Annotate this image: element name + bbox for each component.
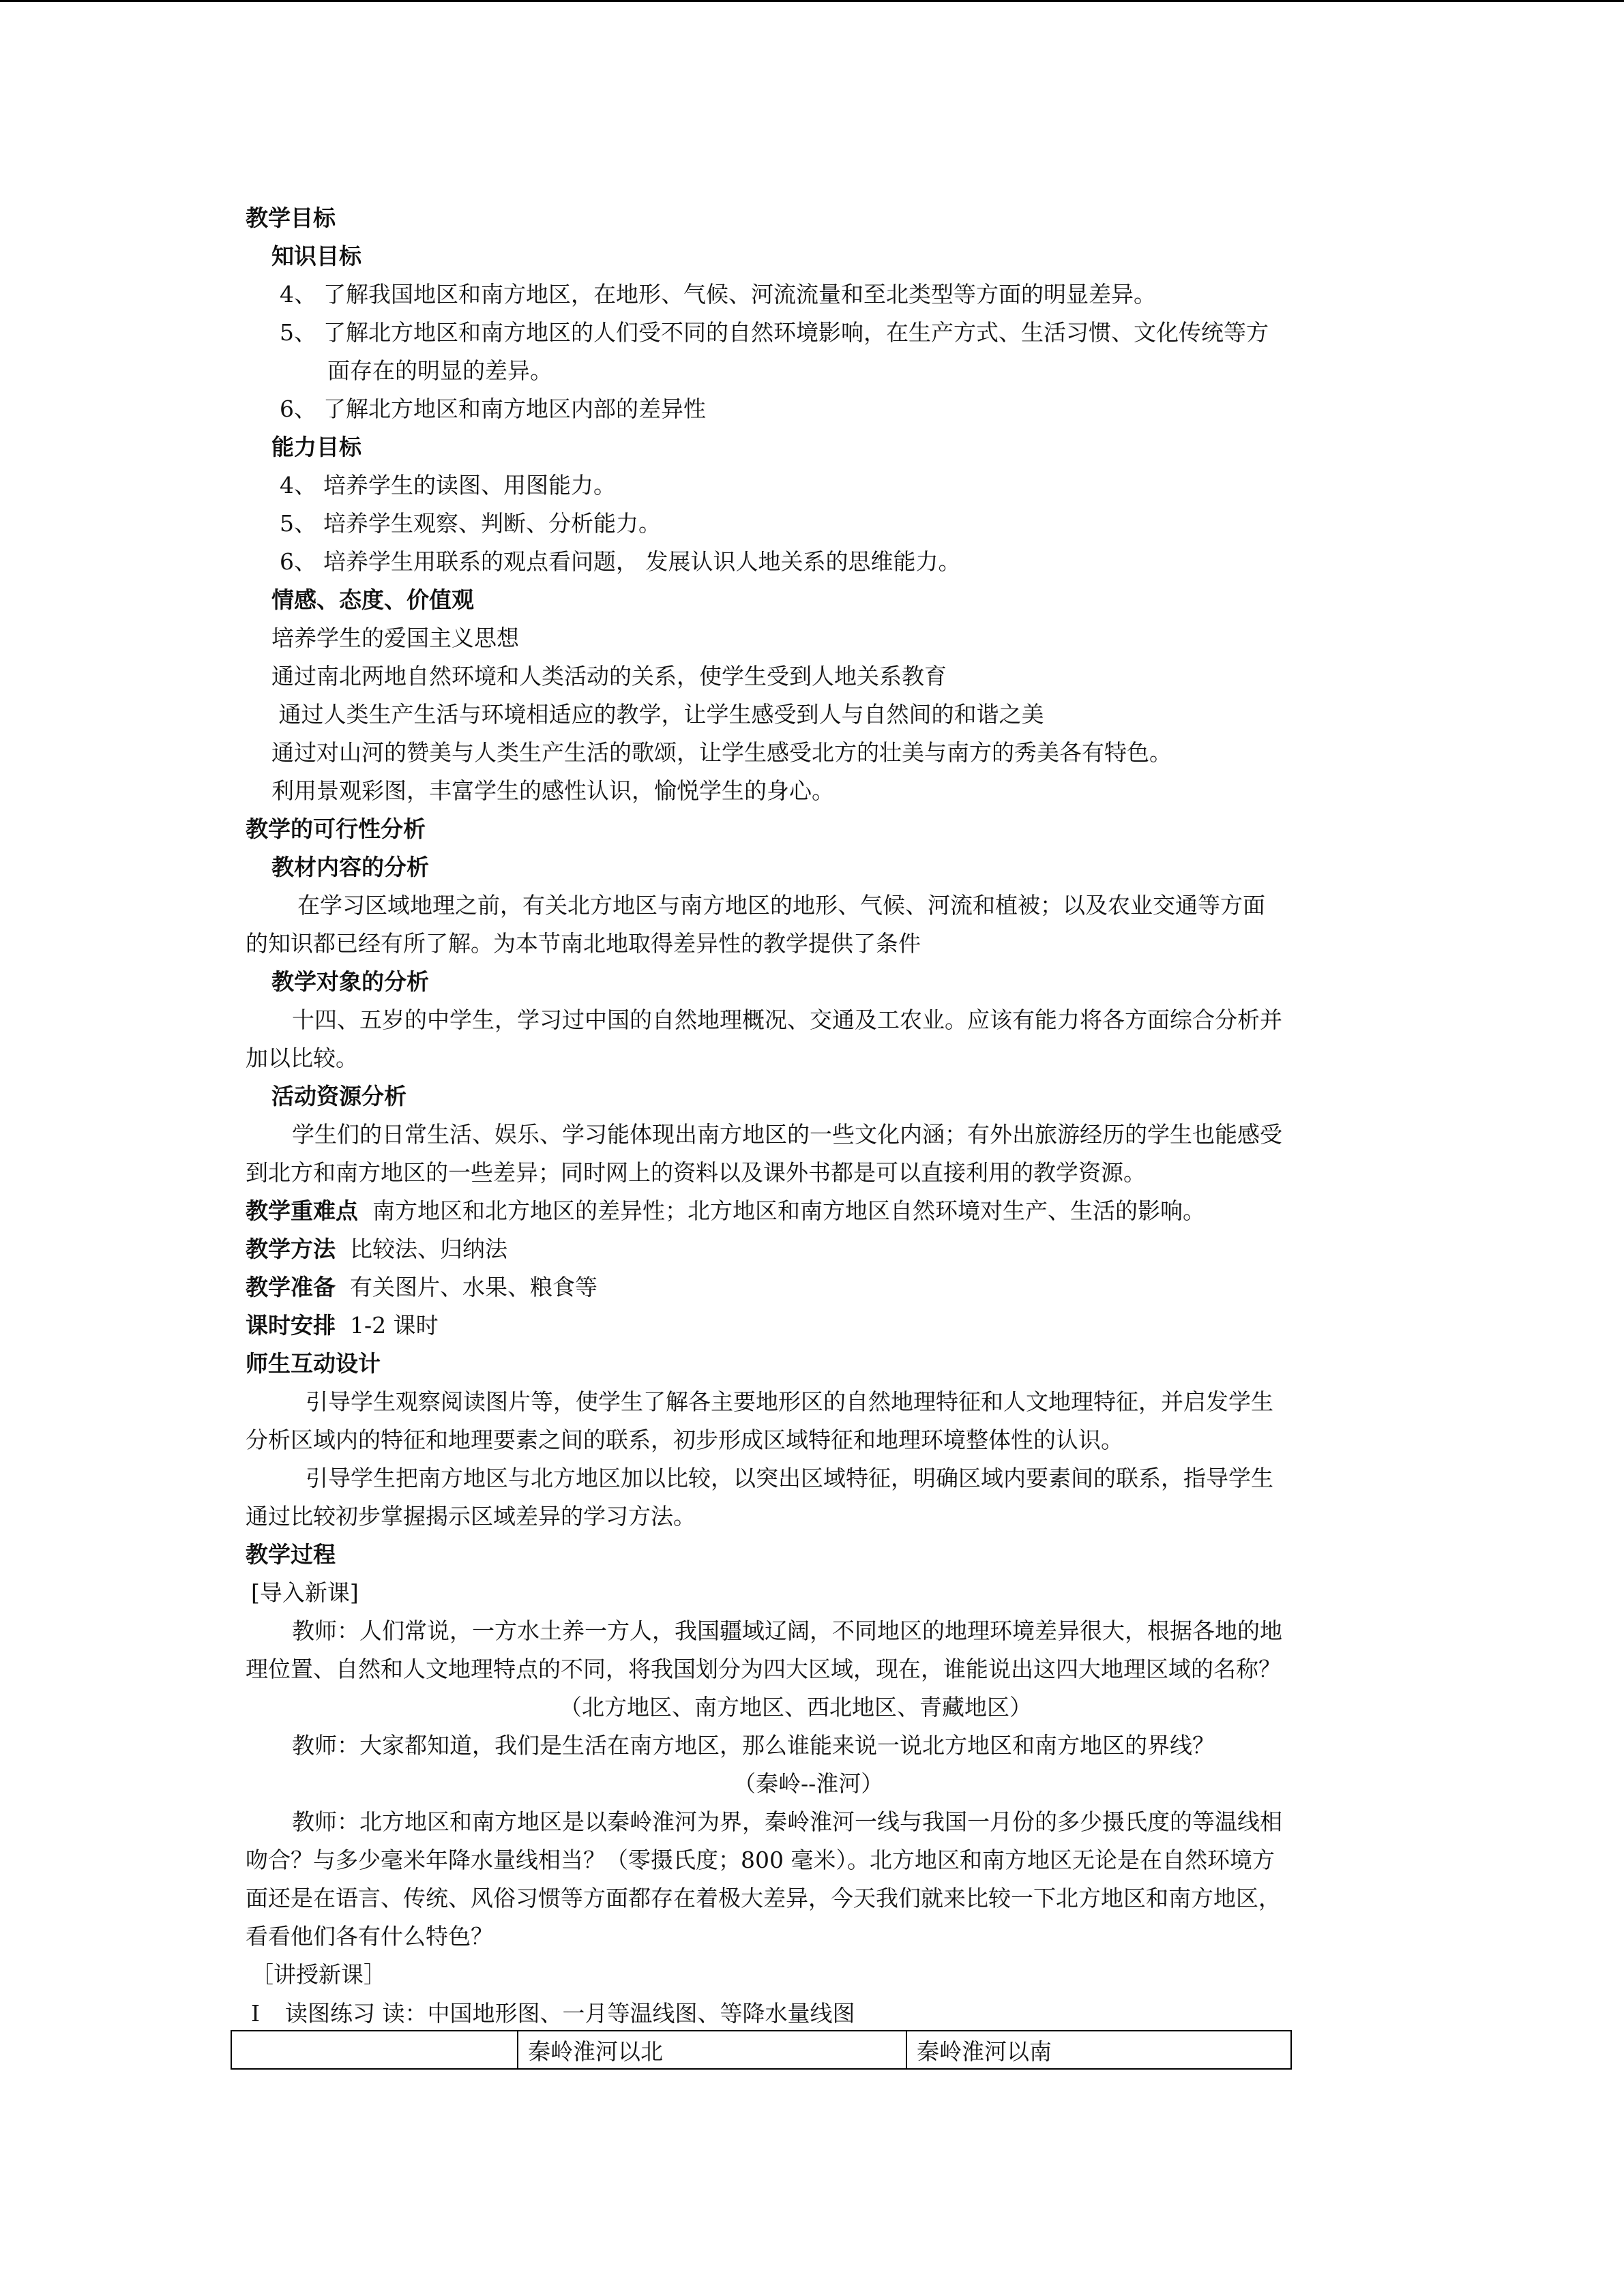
- paragraph-line: 引导学生观察阅读图片等，使学生了解各主要地形区的自然地理特征和人文地理特征，并启发学生: [306, 1388, 1273, 1415]
- paragraph-line: 培养学生的爱国主义思想: [271, 625, 519, 651]
- table-cell: [231, 2031, 518, 2069]
- paragraph-line: 教师：人们常说，一方水土养一方人，我国疆域辽阔，不同地区的地理环境差异很大，根据各地的地: [292, 1617, 1282, 1644]
- table-cell: 秦岭淮河以南: [906, 2031, 1291, 2069]
- info-row: 课时安排 1-2 课时: [246, 1312, 439, 1339]
- paragraph-line: 理位置、自然和人文地理特点的不同，将我国划分为四大区域，现在，谁能说出这四大地理区域的名称？: [246, 1656, 1281, 1682]
- paragraph-line: 加以比较。: [246, 1045, 358, 1071]
- answer-line: （秦岭--淮河）: [733, 1770, 884, 1797]
- new-lesson-label: ［讲授新课］: [251, 1961, 386, 1988]
- subsection-title-ability: 能力目标: [271, 434, 361, 460]
- exercise-line: Ⅰ 读图练习 读：中国地形图、一月等温线图、等降水量线图: [246, 1995, 855, 2033]
- paragraph-line: 到北方和南方地区的一些差异；同时网上的资料以及课外书都是可以直接利用的教学资源。: [246, 1159, 1146, 1186]
- subsection-title-material: 教材内容的分析: [271, 854, 429, 880]
- subsection-title-affective: 情感、态度、价值观: [271, 586, 474, 613]
- roman-numeral: Ⅰ: [251, 2000, 261, 2027]
- paragraph-line: 在学习区域地理之前，有关北方地区与南方地区的地形、气候、河流和植被；以及农业交通等方面: [297, 892, 1265, 919]
- section-title-feasibility: 教学的可行性分析: [246, 816, 426, 842]
- answer-line: （北方地区、南方地区、西北地区、青藏地区）: [559, 1694, 1032, 1720]
- comparison-table: [231, 2030, 1292, 2070]
- document-body: [246, 199, 1378, 1994]
- list-item: 6、 培养学生用联系的观点看问题， 发展认识人地关系的思维能力。: [280, 548, 961, 575]
- info-row: 教学方法 比较法、归纳法: [246, 1236, 507, 1262]
- info-row: 教学重难点 南方地区和北方地区的差异性；北方地区和南方地区自然环境对生产、生活的影响。: [246, 1197, 1205, 1224]
- list-item: 5、 了解北方地区和南方地区的人们受不同的自然环境影响，在生产方式、生活习惯、文化传统等方: [280, 319, 1269, 346]
- paragraph-line: 利用景观彩图，丰富学生的感性认识，愉悦学生的身心。: [271, 777, 834, 804]
- paragraph-line: 的知识都已经有所了解。为本节南北地取得差异性的教学提供了条件: [246, 930, 921, 957]
- section-title-process: 教学过程: [246, 1541, 336, 1568]
- paragraph-line: 面还是在语言、传统、风俗习惯等方面都存在着极大差异，今天我们就来比较一下北方地区和南方地区，: [246, 1885, 1281, 1911]
- paragraph-line: 吻合？与多少毫米年降水量线相当？（零摄氏度；800 毫米）。北方地区和南方地区无论是在自然环境方: [246, 1847, 1275, 1873]
- section-title-interaction: 师生互动设计: [246, 1350, 381, 1377]
- paragraph-line: 教师：大家都知道，我们是生活在南方地区，那么谁能来说一说北方地区和南方地区的界线？: [292, 1732, 1215, 1759]
- paragraph-line: 十四、五岁的中学生，学习过中国的自然地理概况、交通及工农业。应该有能力将各方面综合分析并: [292, 1007, 1282, 1033]
- paragraph-line: 分析区域内的特征和地理要素之间的联系，初步形成区域特征和地理环境整体性的认识。: [246, 1427, 1123, 1453]
- list-item-continuation: 面存在的明显的差异。: [327, 357, 552, 384]
- paragraph-line: 通过人类生产生活与环境相适应的教学，让学生感受到人与自然间的和谐之美: [271, 701, 1044, 728]
- paragraph-line: 学生们的日常生活、娱乐、学习能体现出南方地区的一些文化内涵；有外出旅游经历的学生也能感受: [292, 1121, 1282, 1148]
- list-item: 4、 了解我国地区和南方地区，在地形、气候、河流流量和至北类型等方面的明显差异。: [280, 281, 1156, 308]
- subsection-title-knowledge: 知识目标: [271, 243, 361, 269]
- paragraph-line: 教师：北方地区和南方地区是以秦岭淮河为界，秦岭淮河一线与我国一月份的多少摄氏度的等温线相: [292, 1808, 1282, 1835]
- info-row: 教学准备 有关图片、水果、粮食等: [246, 1274, 597, 1300]
- paragraph-line: 通过对山河的赞美与人类生产生活的歌颂，让学生感受北方的壮美与南方的秀美各有特色。: [271, 739, 1172, 766]
- table-row: [231, 2031, 1291, 2069]
- table-cell: 秦岭淮河以北: [518, 2031, 906, 2069]
- list-item: 4、 培养学生的读图、用图能力。: [280, 472, 616, 498]
- subsection-title-resources: 活动资源分析: [271, 1083, 407, 1109]
- paragraph-line: 看看他们各有什么特色？: [246, 1923, 493, 1950]
- list-item: 6、 了解北方地区和南方地区内部的差异性: [280, 396, 706, 422]
- paragraph-line: 通过比较初步掌握揭示区域差异的学习方法。: [246, 1503, 696, 1530]
- section-title-objectives: 教学目标: [246, 205, 336, 231]
- intro-label: [导入新课]: [251, 1579, 359, 1606]
- subsection-title-audience: 教学对象的分析: [271, 968, 429, 995]
- list-item: 5、 培养学生观察、判断、分析能力。: [280, 510, 661, 537]
- page-top-border: [0, 0, 1624, 2]
- paragraph-line: 通过南北两地自然环境和人类活动的关系，使学生受到人地关系教育: [271, 663, 947, 689]
- paragraph-line: 引导学生把南方地区与北方地区加以比较，以突出区域特征，明确区域内要素间的联系，指导学生: [306, 1465, 1273, 1491]
